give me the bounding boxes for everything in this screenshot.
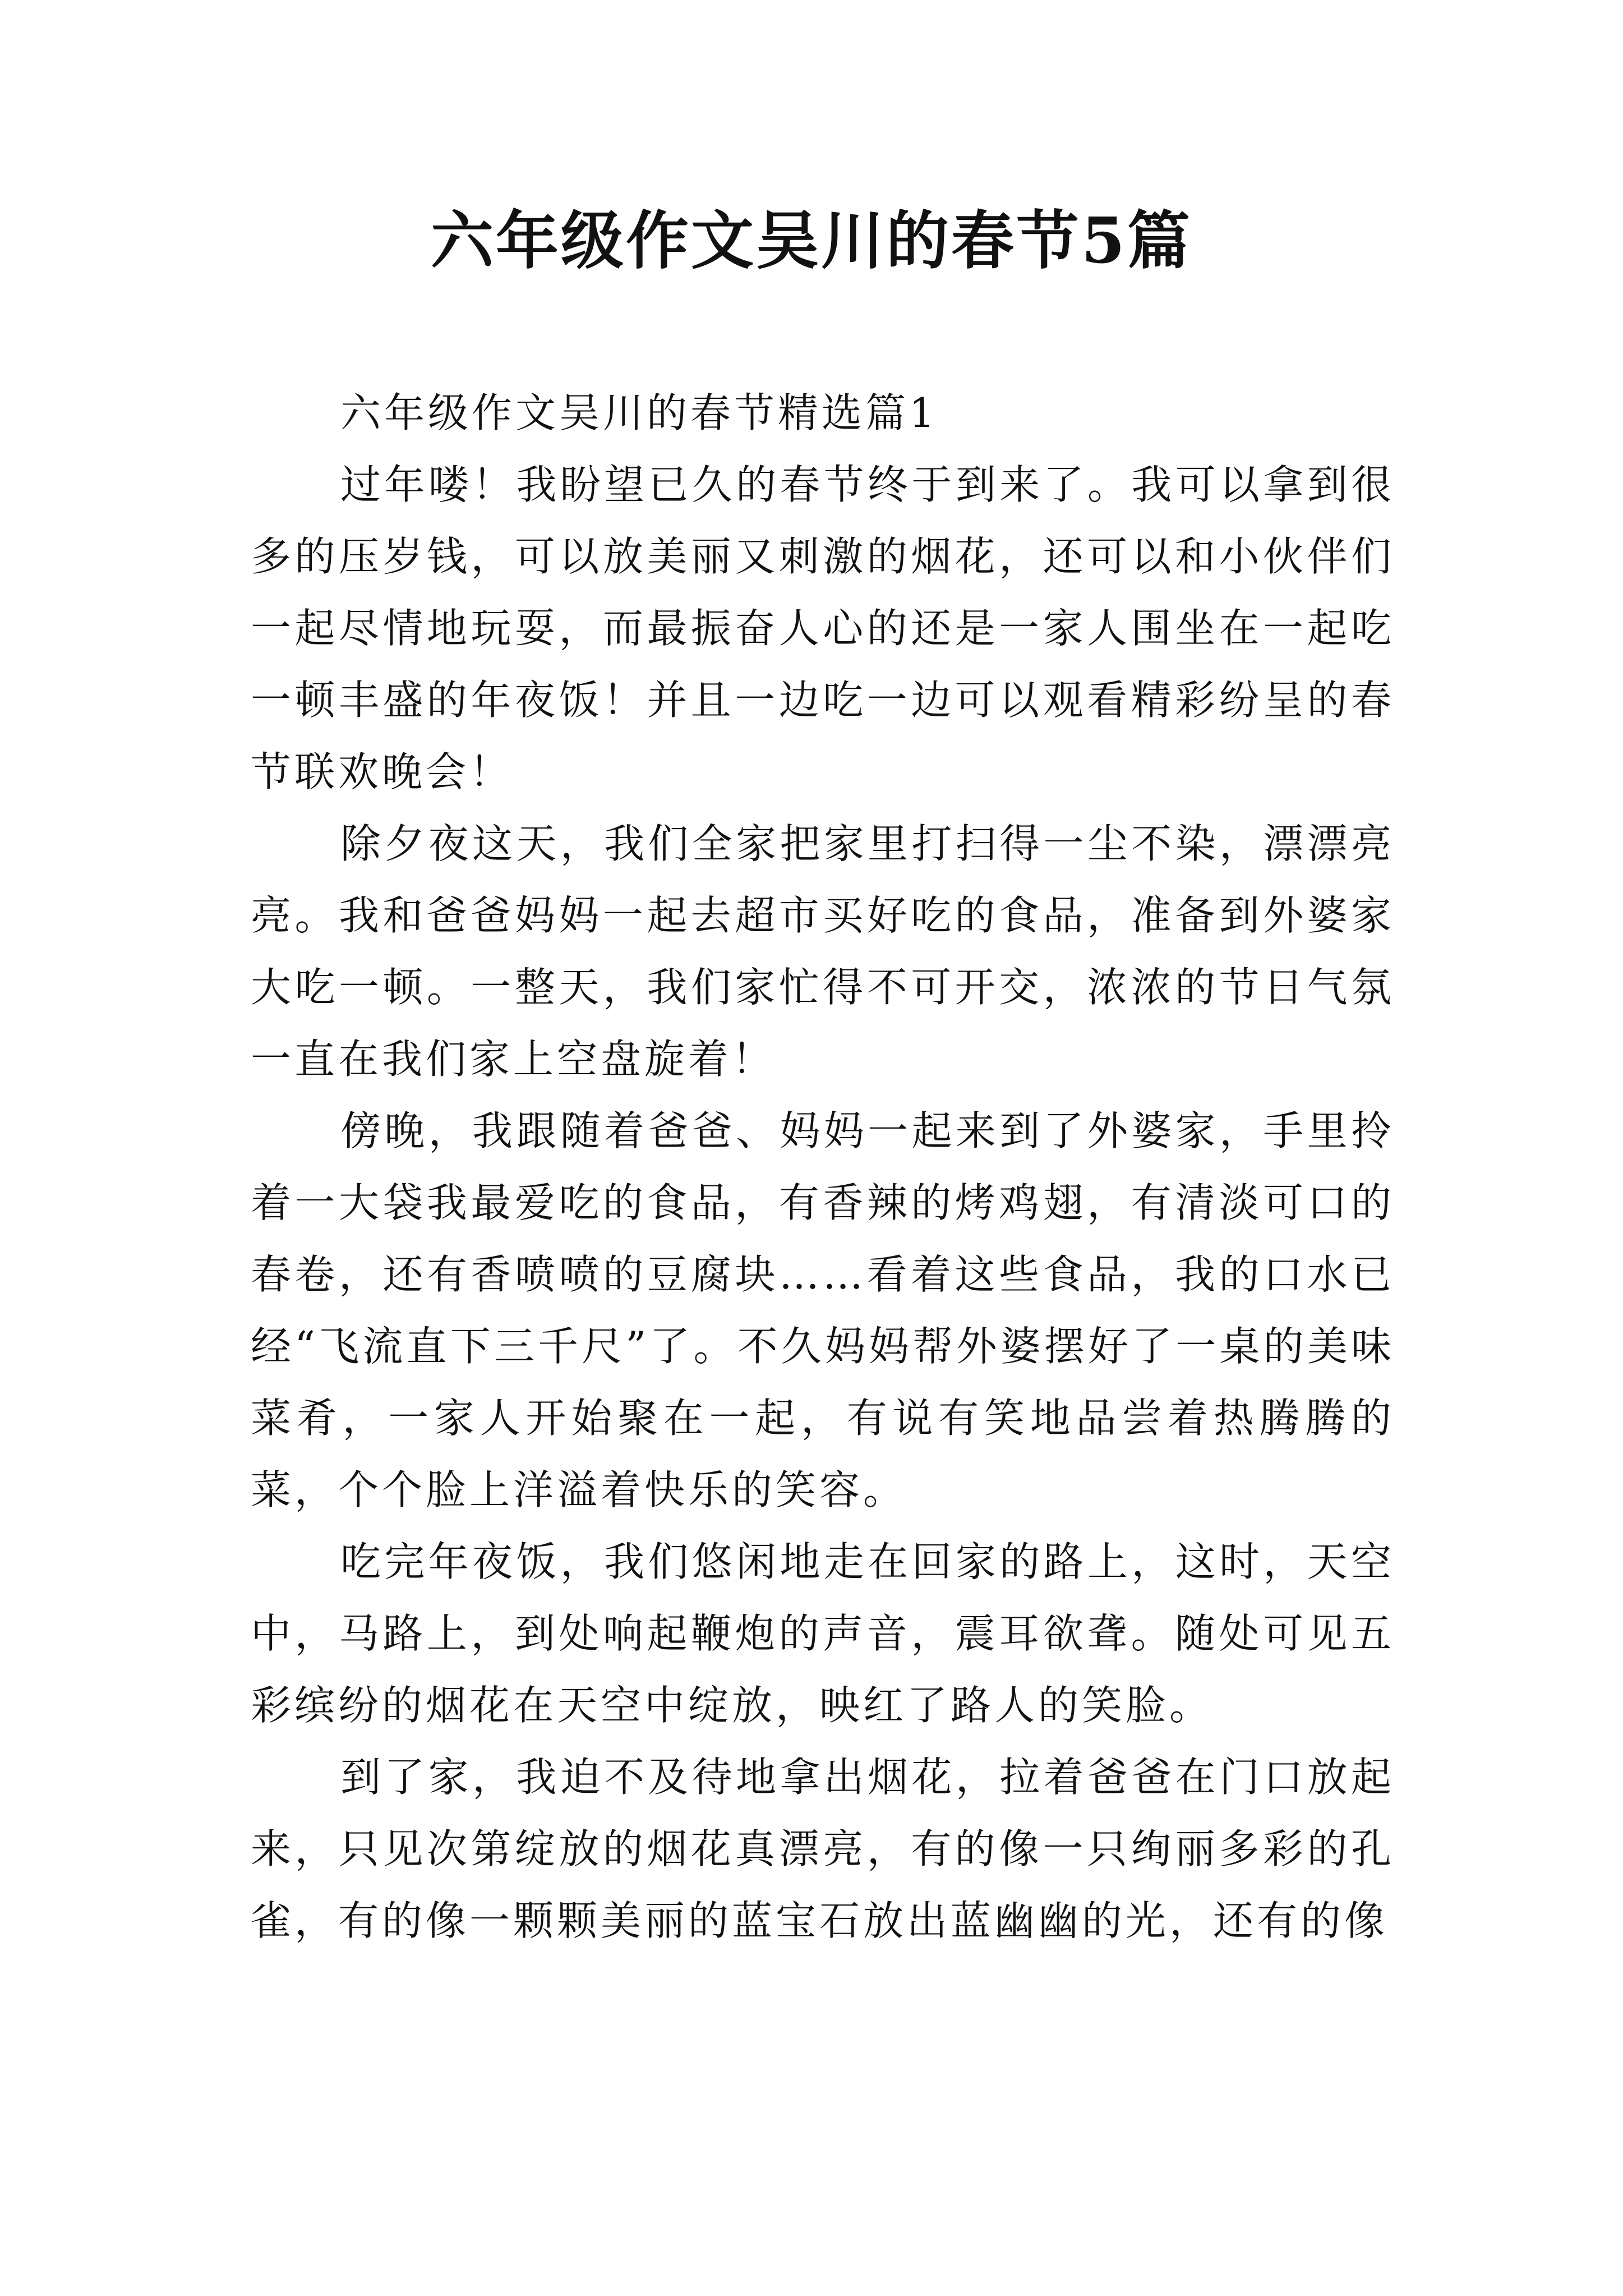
document-body [251, 377, 1395, 1957]
section-heading: 六年级作文吴川的春节精选篇1 [340, 389, 938, 436]
paragraph: 到了家，我迫不及待地拿出烟花，拉着爸爸在门口放起来，只见次第绽放的烟花真漂亮，有的像一只绚丽多彩的孔雀，有的像一颗颗美丽的蓝宝石放出蓝幽幽的光，还有的像 [251, 1754, 1395, 1944]
paragraph: 吃完年夜饭，我们悠闲地走在回家的路上，这时，天空中，马路上，到处响起鞭炮的声音，震耳欲聋。随处可见五彩缤纷的烟花在天空中绽放，映红了路人的笑脸。 [251, 1538, 1395, 1729]
document-title: 六年级作文吴川的春节5篇 [431, 204, 1192, 278]
paragraph: 除夕夜这天，我们全家把家里打扫得一尘不染，漂漂亮亮。我和爸爸妈妈一起去超市买好吃的食品，准备到外婆家大吃一顿。一整天，我们家忙得不可开交，浓浓的节日气氛一直在我们家上空盘旋着！ [251, 820, 1395, 1083]
paragraph: 过年喽！我盼望已久的春节终于到来了。我可以拿到很多的压岁钱，可以放美丽又刺激的烟花，还可以和小伙伴们一起尽情地玩耍，而最振奋人心的还是一家人围坐在一起吃一顿丰盛的年夜饭！并且一边吃一边可以观看精彩纷呈的春节联欢晚会！ [251, 461, 1395, 795]
paragraph: 傍晚，我跟随着爸爸、妈妈一起来到了外婆家，手里拎着一大袋我最爱吃的食品，有香辣的烤鸡翅，有清淡可口的春卷，还有香喷喷的豆腐块……看着这些食品，我的口水已经“飞流直下三千尺”了。不久妈妈帮外婆摆好了一桌的美味菜肴，一家人开始聚在一起，有说有笑地品尝着热腾腾的菜，个个脸上洋溢着快乐的笑容。 [251, 1107, 1395, 1513]
